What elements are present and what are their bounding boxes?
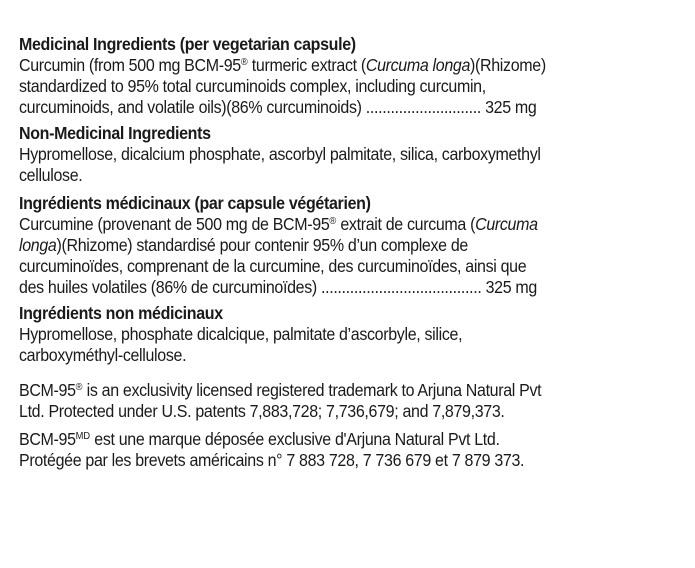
notice-line <box>19 380 633 401</box>
trademark-notice-fr <box>19 429 633 471</box>
section-heading: Ingrédients non médicinaux <box>19 303 223 323</box>
text-run: BCM-95 <box>19 380 76 400</box>
non-medicinal-ingredients-fr <box>19 303 633 366</box>
notice-line <box>19 429 633 450</box>
notice-line: Ltd. Protected under U.S. patents 7,883,728; 7,736,679; and 7,879,373. <box>19 401 505 421</box>
text-run: turmeric extract ( <box>247 55 366 75</box>
text-run: is an exclusivity licensed registered trademark to Arjuna Natural Pvt <box>82 380 542 400</box>
registered-mark: ® <box>75 382 83 393</box>
text-run: Curcumine (provenant de 500 mg de BCM-95 <box>19 214 330 234</box>
species-name: Curcuma longa <box>365 55 471 75</box>
ingredient-line: Hypromellose, dicalcium phosphate, ascorbyl palmitate, silica, carboxymethyl <box>19 144 541 164</box>
ingredients-panel <box>19 34 633 471</box>
ingredient-line: Hypromellose, phosphate dicalcique, palmitate d’ascorbyle, silice, <box>19 324 463 344</box>
ingredient-line: des huiles volatiles (86% de curcuminoïdes) ....................................... 325 mg <box>19 277 537 297</box>
text-run: BCM-95 <box>19 429 76 449</box>
md-mark: MD <box>75 431 91 442</box>
section-heading: Medicinal Ingredients (per vegetarian capsule) <box>19 34 356 54</box>
ingredient-line: curcuminoids, and volatile oils)(86% curcuminoids) ............................ 325 mg <box>19 97 537 117</box>
notice-line: Protégée par les brevets américains n° 7 883 728, 7 736 679 et 7 879 373. <box>19 450 525 470</box>
medicinal-ingredients-en <box>19 34 633 118</box>
text-run: extrait de curcuma ( <box>336 214 476 234</box>
text-run: )(Rhizome) standardisé pour contenir 95% d’un complexe de <box>56 235 468 255</box>
text-run: est une marque déposée exclusive d'Arjuna Natural Pvt Ltd. <box>90 429 500 449</box>
ingredient-line: carboxyméthyl-cellulose. <box>19 345 187 365</box>
ingredient-line <box>19 214 633 235</box>
medicinal-ingredients-fr <box>19 193 633 298</box>
species-name: Curcuma <box>475 214 538 234</box>
section-heading: Non-Medicinal Ingredients <box>19 123 211 143</box>
text-run: Curcumin (from 500 mg BCM-95 <box>19 55 241 75</box>
ingredient-line: cellulose. <box>19 165 83 185</box>
section-heading: Ingrédients médicinaux (par capsule végétarien) <box>19 193 371 213</box>
trademark-notice-en <box>19 380 633 422</box>
ingredient-line: standardized to 95% total curcuminoids complex, including curcumin, <box>19 76 486 96</box>
ingredient-line: curcuminoïdes, comprenant de la curcumine, des curcuminoïdes, ainsi que <box>19 256 527 276</box>
ingredient-line <box>19 235 633 256</box>
registered-mark: ® <box>240 57 248 68</box>
non-medicinal-ingredients-en <box>19 123 633 186</box>
registered-mark: ® <box>329 216 337 227</box>
ingredient-line <box>19 55 633 76</box>
text-run: )(Rhizome) <box>470 55 546 75</box>
species-name: longa <box>19 235 57 255</box>
